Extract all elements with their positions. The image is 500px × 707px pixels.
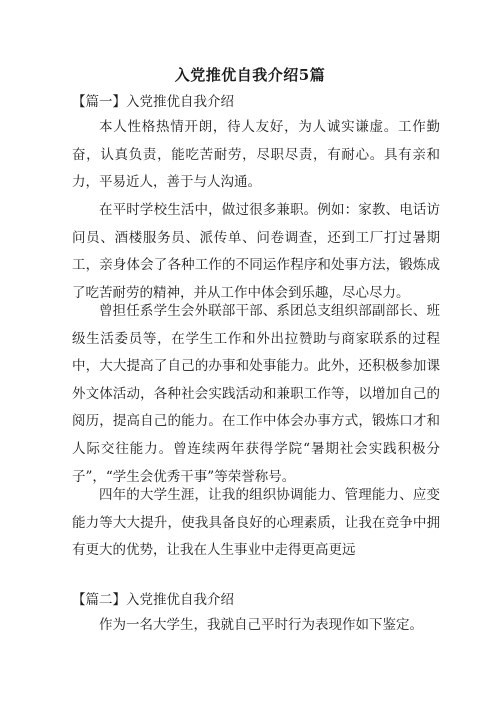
paragraph-5: 作为一名大学生，我就自己平时行为表现作如下鉴定。: [99, 617, 423, 633]
paragraph-1: 本人性格热情开朗，待人友好，为人诚实谦虚。工作勤奋，认真负责，能吃苦耐劳，尽职尽责，有耐心。具有亲和力，平易近人，善于与人沟通。: [72, 119, 440, 191]
section-heading-1: 【篇一】入党推优自我介绍: [72, 94, 234, 110]
section-heading-2: 【篇二】入党推优自我介绍: [72, 592, 234, 608]
paragraph-2: 在平时学校生活中，做过很多兼职。例如：家教、电话访问员、酒楼服务员、派传单、问卷调查，还到工厂打过暑期工，亲身体会了各种工作的不同运作程序和处事方法，锻炼成了吃苦耐劳的精神，并从工作中体会到乐趣，尽心尽力。: [72, 202, 440, 301]
paragraph-3: 曾担任系学生会外联部干部、系团总支组织部副部长、班级生活委员等，在学生工作和外出拉赞助与商家联系的过程中，大大提高了自己的办事和处事能力。此外，还积极参加课外文体活动，各种社会实践活动和兼职工作等，以增加自己的阅历，提高自己的能力。在工作中体会办事方式，锻炼口才和人际交往能力。曾连续两年获得学院“暑期社会实践积极分子”，“学生会优秀干事”等荣誉称号。: [72, 303, 440, 485]
paragraph-4: 四年的大学生涯，让我的组织协调能力、管理能力、应变能力等大大提升，使我具备良好的心理素质，让我在竞争中拥有更大的优势，让我在人生事业中走得更高更远: [72, 487, 440, 559]
document-title: 入党推优自我介绍5篇: [174, 66, 326, 84]
